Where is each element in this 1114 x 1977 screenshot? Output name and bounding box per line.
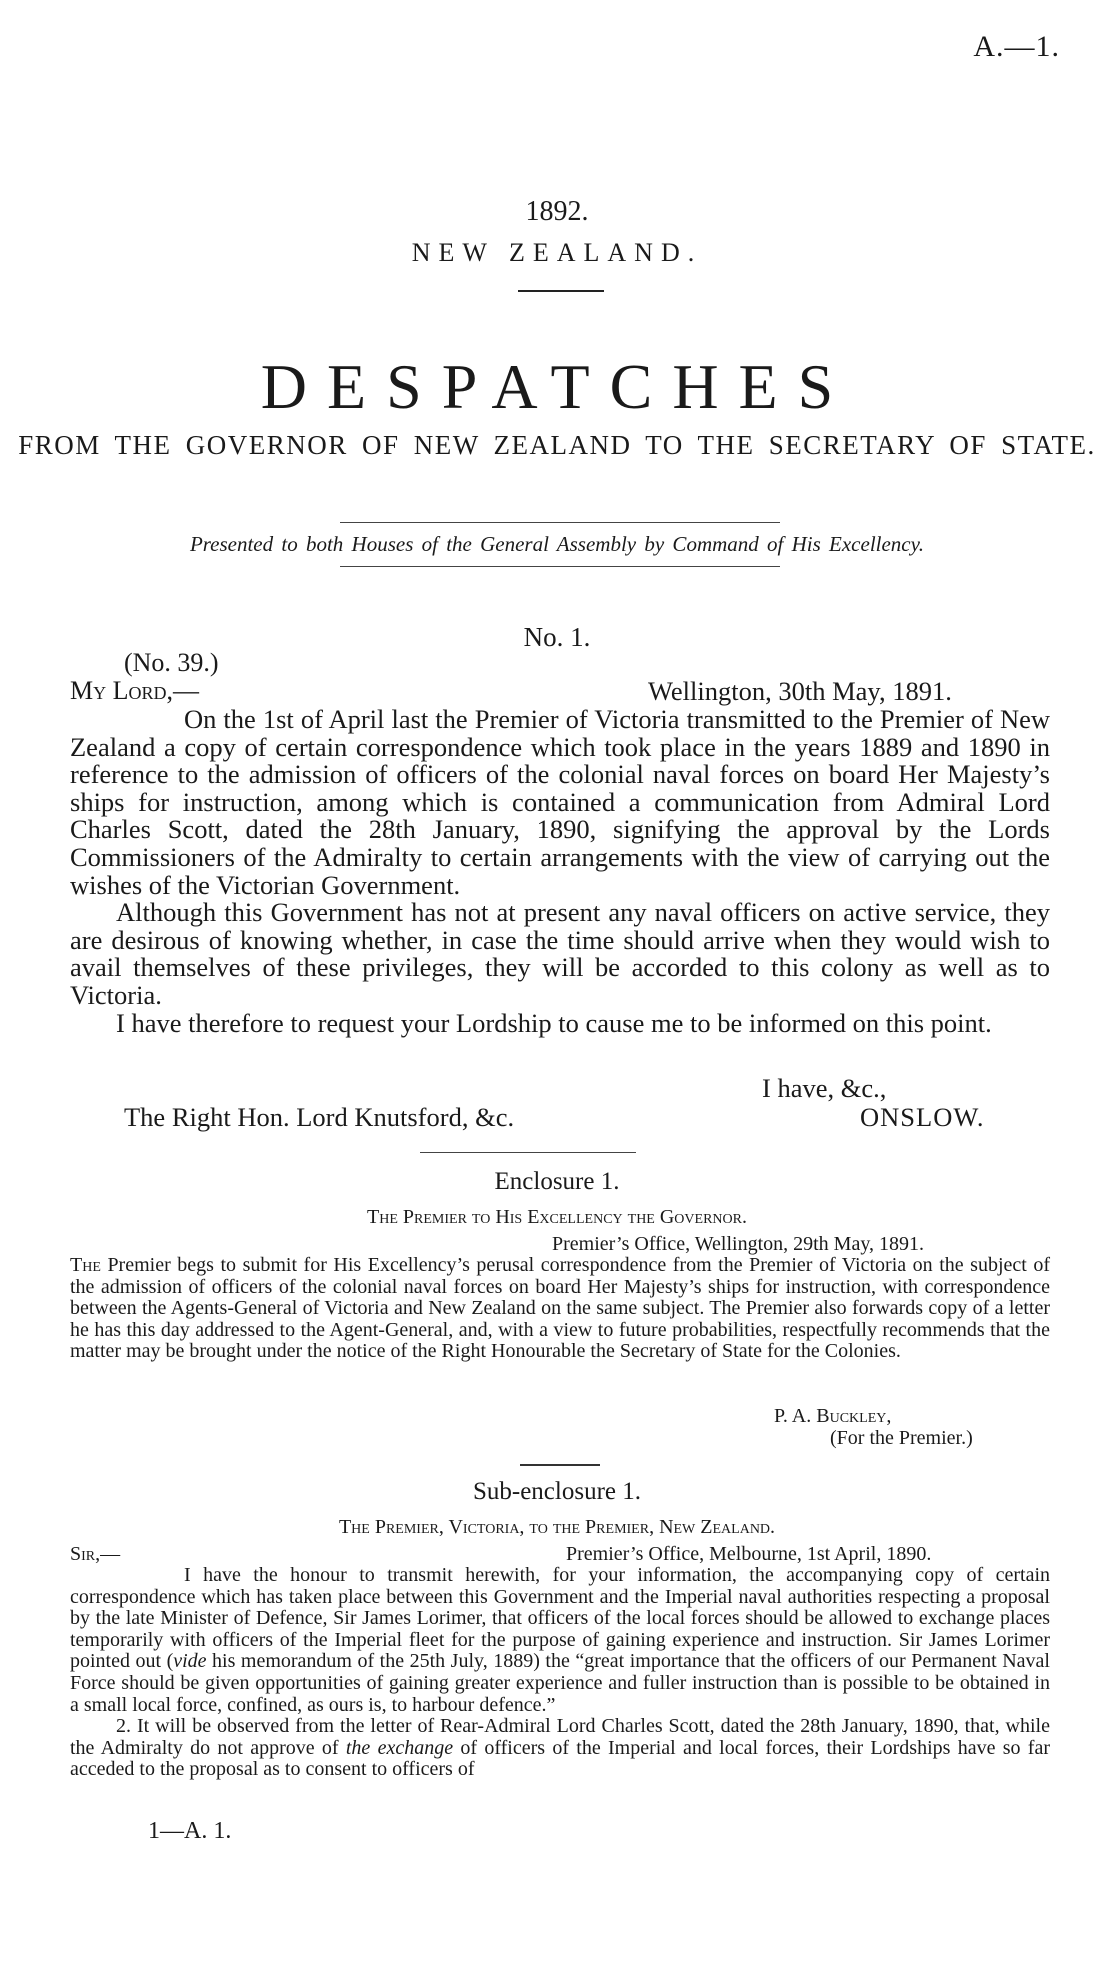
despatch-closing: I have, &c., (762, 1073, 887, 1103)
despatch-number: No. 1. (523, 622, 591, 652)
despatch-paragraph: I have therefore to request your Lordship to cause me to be informed on this point. (116, 1007, 992, 1038)
presented-line: Presented to both Houses of the General Assembly by Command of His Excellency. (189, 532, 925, 556)
presented-rule-bottom (340, 566, 780, 567)
sub-enclosure-italic: the exchange (345, 1736, 454, 1759)
enclosure-text: Premier begs to submit for His Excellency’s perusal correspondence from the Premier of Victoria on the subject of the admission of officers of the colonial naval forces on board Her Majesty’s ships for instruction, with correspondence between the Agents-General of Victoria and New Zealand on the same subject. The Premier also forwards copy of a letter he has this day addressed to the Agent-General, and, with a view to future probabilities, respectfully recommends that the matter may be brought under the notice of the Right Honourable the Secretary of State for the Colonies. (70, 1254, 1051, 1363)
presented-rule-top (340, 522, 780, 523)
enclosure-signature: P. A. Buckley, (774, 1405, 892, 1427)
year: 1892. (525, 196, 589, 227)
enclosure-title: Enclosure 1. (494, 1168, 620, 1195)
sub-enclosure-text: his memorandum of the 25th July, 1889) the “great importance that the officers of our Permanent Naval Force should be given opportunities of gaining greater experience and fuller instruction than is possible to be obtained in a small local force, confined, as ours is, to harbour defence.” (70, 1650, 1050, 1716)
document-title: DESPATCHES (260, 351, 854, 422)
despatch-body (70, 706, 1050, 1037)
sub-enclosure-italic: vide (173, 1650, 207, 1673)
despatch-paragraph: Although this Government has not at present any naval officers on active service, they are desirous of knowing whether, in case the time should arrive when they would wish to avail themselves of these privileges, they will be accorded to this colony as well as to Victoria. (70, 897, 1050, 1010)
enclosure-place-date: Premier’s Office, Wellington, 29th May, 1891. (552, 1233, 925, 1255)
sub-enclosure-place-date: Premier’s Office, Melbourne, 1st April, 1890. (566, 1543, 932, 1565)
title-divider (518, 290, 604, 292)
section-divider (420, 1152, 636, 1153)
despatch-place-date: Wellington, 30th May, 1891. (648, 676, 952, 706)
despatch-paragraph: On the 1st of April last the Premier of Victoria transmitted to the Premier of New Zealand a copy of certain correspondence which took place in the years 1889 and 1890 in reference to the admission of officers of the colonial naval forces on board Her Majesty’s ships for instruction, among which is contained a communication from Admiral Lord Charles Scott, dated the 28th January, 1890, signifying the approval by the Lords Commissioners of the Admiralty to certain arrangements with the view of carrying out the wishes of the Victorian Government. (70, 704, 1050, 900)
sub-enclosure-salutation: Sir,— (70, 1543, 121, 1565)
country-heading: NEW ZEALAND. (411, 238, 703, 267)
sub-enclosure-text: of officers of the Imperial and local forces, their Lordships have so far acceded to the proposal as to consent to officers of (70, 1736, 1050, 1781)
signature-mark: 1—A. 1. (148, 1818, 232, 1844)
sub-enclosure-title: Sub-enclosure 1. (472, 1478, 642, 1505)
despatch-salutation: My Lord,— (70, 676, 200, 705)
sub-enclosure-text: I have the honour to transmit herewith, for your information, the accompanying copy of certain correspondence which has taken place between this Government and the Imperial naval authorities respecting a proposal by the late Minister of Defence, Sir James Lorimer, that officers of the local forces should be allowed to exchange places temporarily with officers of the Imperial fleet for the purpose of gaining experience and instruction. Sir James Lorimer pointed out ( (70, 1564, 1050, 1673)
sub-enclosure-text: 2. It will be observed from the letter of Rear-Admiral Lord Charles Scott, dated the 28th January, 1890, that, while the Admiralty do not approve of (70, 1715, 1050, 1759)
enclosure-opening-word: The (70, 1254, 101, 1276)
despatch-addressee: The Right Hon. Lord Knutsford, &c. (124, 1102, 515, 1132)
despatch-signature: ONSLOW. (860, 1102, 985, 1132)
sub-enclosure-heading: The Premier, Victoria, to the Premier, New Zealand. (338, 1516, 776, 1538)
sub-enclosure-body (70, 1565, 1050, 1781)
sub-section-divider (520, 1464, 600, 1466)
enclosure-heading: The Premier to His Excellency the Governor. (367, 1206, 747, 1228)
document-subtitle: FROM THE GOVERNOR OF NEW ZEALAND TO THE SECRETARY OF STATE. (18, 430, 1096, 460)
enclosure-body (70, 1255, 1050, 1363)
page-reference: A.—1. (973, 30, 1060, 63)
enclosure-signature-note: (For the Premier.) (830, 1427, 973, 1449)
despatch-ref: (No. 39.) (124, 648, 219, 677)
